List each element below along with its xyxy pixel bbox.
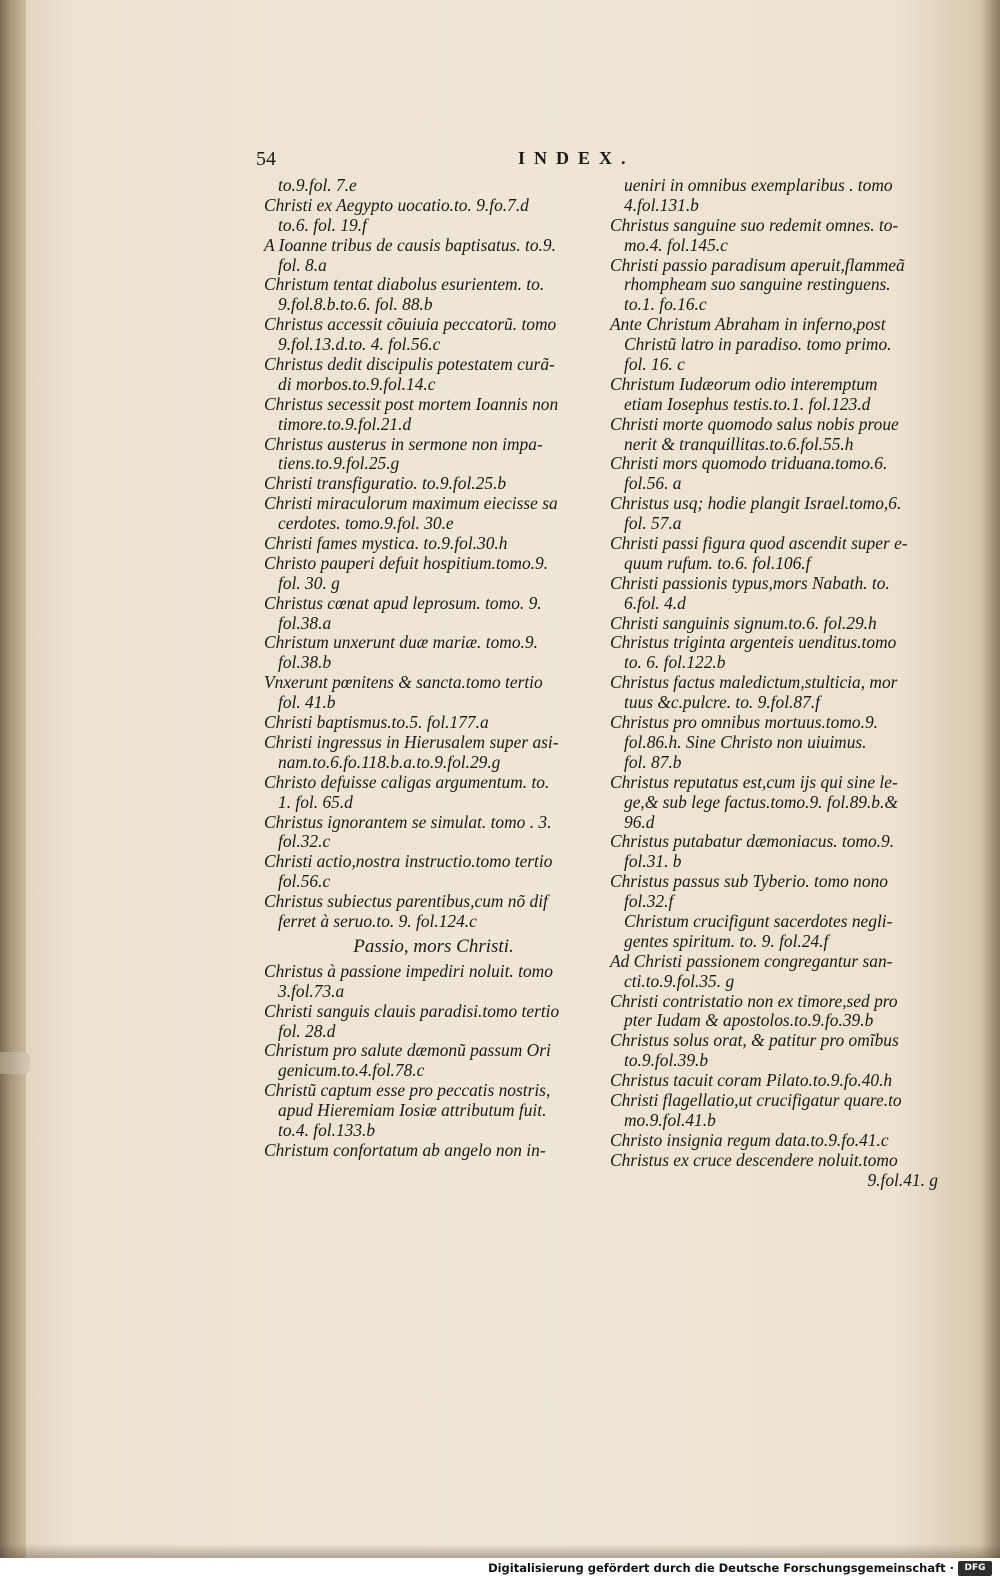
index-entry-line: fol.86.h. Sine Christo non uiuimus. xyxy=(624,732,867,752)
page-tab-mark xyxy=(0,1052,30,1074)
index-entry-line: ferret à seruo.to. 9. fol.124.c xyxy=(278,911,477,931)
index-entry-line: Christus accessit cõuiuia peccatorũ. tomo xyxy=(264,315,557,335)
index-entry-line: Christus subiectus parentibus,cum nõ dif xyxy=(264,892,548,912)
index-entry-line: Ad Christi passionem congregantur san- xyxy=(610,951,893,971)
funding-note: Digitalisierung gefördert durch die Deutsche Forschungsgemeinschaft · xyxy=(488,1561,954,1575)
index-entry-line: 6.fol. 4.d xyxy=(624,593,686,613)
index-entry-line: cerdotes. tomo.9.fol. 30.e xyxy=(278,514,454,534)
footer-bar xyxy=(0,1558,1000,1580)
index-entry-line: Christo defuisse caligas argumentum. to. xyxy=(264,772,550,792)
index-entry-line: Christum crucifigunt sacerdotes negli- xyxy=(624,911,893,931)
index-entry-line: 96.d xyxy=(624,812,655,832)
index-entry-line: fol.56. a xyxy=(624,474,682,494)
index-entry-line: pter Iudam & apostolos.to.9.fo.39.b xyxy=(624,1011,874,1031)
index-entry-line: A Ioanne tribus de causis baptisatus. to.9. xyxy=(264,235,556,255)
index-entry-line: 4.fol.131.b xyxy=(624,195,699,215)
dfg-logo: DFG xyxy=(958,1561,992,1576)
index-entry-line: nam.to.6.fo.118.b.a.to.9.fol.29.g xyxy=(278,752,501,772)
index-entry-line: to. 6. fol.122.b xyxy=(624,653,726,673)
index-entry-line: Christum confortatum ab angelo non in- xyxy=(264,1140,546,1160)
page-bottom-shadow xyxy=(0,1544,1000,1558)
index-entry-line: Vnxerunt pœnitens & sancta.tomo tertio xyxy=(264,673,543,693)
index-entry-line: timore.to.9.fol.21.d xyxy=(278,414,412,434)
index-entry-line: fol. 28.d xyxy=(278,1021,336,1041)
index-entry-line: Christi baptismus.to.5. fol.177.a xyxy=(264,713,489,733)
index-entry-line: Christus secessit post mortem Ioannis non xyxy=(264,394,559,414)
index-entry-line: rhompheam suo sanguine restinguens. xyxy=(624,275,891,295)
index-entry-line: Christo insignia regum data.to.9.fo.41.c xyxy=(610,1130,889,1150)
index-entry-line: Christus ex cruce descendere noluit.tomo xyxy=(610,1150,898,1170)
index-entry-line: Christus sanguine suo redemit omnes. to- xyxy=(610,215,899,235)
index-entry-line: Christum Iudæorum odio interemptum xyxy=(610,374,878,394)
index-entry-line: Christi morte quomodo salus nobis proue xyxy=(610,414,899,434)
index-entry-line: ge,& sub lege factus.tomo.9. fol.89.b.& xyxy=(624,792,898,812)
index-entry-line: tuus &c.pulcre. to. 9.fol.87.f xyxy=(624,693,820,713)
index-entry-line: Christus ignorantem se simulat. tomo . 3. xyxy=(264,812,552,832)
page-number: 54 xyxy=(256,148,276,170)
index-entry-line: to.4. fol.133.b xyxy=(278,1120,376,1140)
index-entry-line: cti.to.9.fol.35. g xyxy=(624,971,735,991)
running-head: INDEX. xyxy=(518,148,635,168)
index-entry-line: 3.fol.73.a xyxy=(278,981,345,1001)
index-entry-line: Christi passi figura quod ascendit super e- xyxy=(610,534,908,554)
index-entry-line: 1. fol. 65.d xyxy=(278,792,353,812)
index-entry-line: 9.fol.41. g xyxy=(867,1170,938,1190)
index-entry-line: fol. 8.a xyxy=(278,255,327,275)
index-entry-line: Christus solus orat, & patitur pro omĩbus xyxy=(610,1031,899,1051)
index-entry-line: Christi mors quomodo triduana.tomo.6. xyxy=(610,454,888,474)
index-entry-line: Christus factus maledictum,stulticia, mor xyxy=(610,673,898,693)
index-entry-line: Christi passionis typus,mors Nabath. to. xyxy=(610,573,890,593)
right-column xyxy=(608,176,948,1190)
section-heading: Passio, mors Christi. xyxy=(353,935,514,957)
index-entry-line: mo.9.fol.41.b xyxy=(624,1110,716,1130)
index-entry-line: Christus triginta argenteis uenditus.tomo xyxy=(610,633,897,653)
index-entry-line: Christi miraculorum maximum eiecisse sa xyxy=(264,494,558,514)
index-entry-line: Christus tacuit coram Pilato.to.9.fo.40.h xyxy=(610,1071,893,1091)
index-entry-line: Christum unxerunt duæ mariæ. tomo.9. xyxy=(264,633,538,653)
index-entry-line: Christo pauperi defuit hospitium.tomo.9. xyxy=(264,553,549,573)
index-entry-line: fol.31. b xyxy=(624,852,682,872)
index-entry-line: etiam Iosephus testis.to.1. fol.123.d xyxy=(624,394,871,414)
index-entry-line: Christus cœnat apud leprosum. tomo. 9. xyxy=(264,593,542,613)
index-entry-line: fol.32.c xyxy=(278,832,331,852)
index-entry-line: fol.38.b xyxy=(278,653,332,673)
index-entry-line: mo.4. fol.145.c xyxy=(624,235,728,255)
index-entry-line: fol. 41.b xyxy=(278,693,336,713)
index-entry-line: Christi ingressus in Hierusalem super asi- xyxy=(264,732,559,752)
index-entry-line: to.6. fol. 19.f xyxy=(278,215,367,235)
index-entry-line: Christi actio,nostra instructio.tomo tertio xyxy=(264,852,553,872)
index-entry-line: 9.fol.8.b.to.6. fol. 88.b xyxy=(278,295,433,315)
index-entry-line: genicum.to.4.fol.78.c xyxy=(278,1061,425,1081)
index-entry-line: apud Hieremiam Iosiæ attributum fuit. xyxy=(278,1101,547,1121)
index-entry-line: Christum tentat diabolus esurientem. to. xyxy=(264,275,545,295)
index-entry-line: Christus austerus in sermone non impa- xyxy=(264,434,543,454)
index-entry-line: Christi passio paradisum aperuit,flammeã xyxy=(610,255,905,275)
index-entry-line: gentes spiritum. to. 9. fol.24.f xyxy=(624,931,829,951)
index-entry-line: fol. 87.b xyxy=(624,752,682,772)
index-entry-line: Christus usq; hodie plangit Israel.tomo,6. xyxy=(610,494,902,514)
index-entry-line: Christus passus sub Tyberio. tomo nono xyxy=(610,872,888,892)
index-entry-line: 9.fol.13.d.to. 4. fol.56.c xyxy=(278,335,441,355)
index-entry-line: quum rufum. to.6. fol.106.f xyxy=(624,553,811,573)
index-entry-line: nerit & tranquillitas.to.6.fol.55.h xyxy=(624,434,854,454)
index-entry-line: Christũ captum esse pro peccatis nostris, xyxy=(264,1081,551,1101)
page-edge-shadow xyxy=(982,0,1000,1558)
index-entry-line: fol. 57.a xyxy=(624,514,682,534)
index-entry-line: Christi transfiguratio. to.9.fol.25.b xyxy=(264,474,507,494)
index-entry-line: Christi contristatio non ex timore,sed pro xyxy=(610,991,898,1011)
index-entry-line: Christi fames mystica. to.9.fol.30.h xyxy=(264,534,508,554)
index-entry-line: fol.38.a xyxy=(278,613,332,633)
index-entry-line: di morbos.to.9.fol.14.c xyxy=(278,374,436,394)
index-entry-line: Ante Christum Abraham in inferno,post xyxy=(610,315,886,335)
left-column xyxy=(262,176,597,1161)
index-entry-line: Christi sanguis clauis paradisi.tomo tertio xyxy=(264,1001,560,1021)
index-entry-line: to.9.fol. 7.e xyxy=(278,176,357,195)
index-entry-line: fol.56.c xyxy=(278,872,331,892)
index-entry-line: ueniri in omnibus exemplaribus . tomo xyxy=(624,176,893,195)
index-entry-line: Christi sanguinis signum.to.6. fol.29.h xyxy=(610,613,877,633)
index-entry-line: fol.32.f xyxy=(624,892,674,912)
index-entry-line: Christus reputatus est,cum ijs qui sine le- xyxy=(610,772,898,792)
page-header xyxy=(256,148,956,172)
index-entry-line: Christum pro salute dæmonũ passum Ori xyxy=(264,1041,551,1061)
index-entry-line: Christi flagellatio,ut crucifigatur quare.to xyxy=(610,1090,902,1110)
index-entry-line: Christi ex Aegypto uocatio.to. 9.fo.7.d xyxy=(264,195,529,215)
index-entry-line: to.9.fol.39.b xyxy=(624,1051,709,1071)
book-spine xyxy=(0,0,26,1558)
index-entry-line: Christus putabatur dæmoniacus. tomo.9. xyxy=(610,832,895,852)
index-entry-line: tiens.to.9.fol.25.g xyxy=(278,454,400,474)
index-entry-line: Christus à passione impediri noluit. tomo xyxy=(264,961,553,981)
index-entry-line: fol. 16. c xyxy=(624,355,685,375)
index-entry-line: Christus pro omnibus mortuus.tomo.9. xyxy=(610,713,878,733)
index-entry-line: to.1. fo.16.c xyxy=(624,295,707,315)
index-entry-line: Christus dedit discipulis potestatem curã- xyxy=(264,355,555,375)
index-entry-line: fol. 30. g xyxy=(278,573,340,593)
index-entry-line: Christũ latro in paradiso. tomo primo. xyxy=(624,335,892,355)
